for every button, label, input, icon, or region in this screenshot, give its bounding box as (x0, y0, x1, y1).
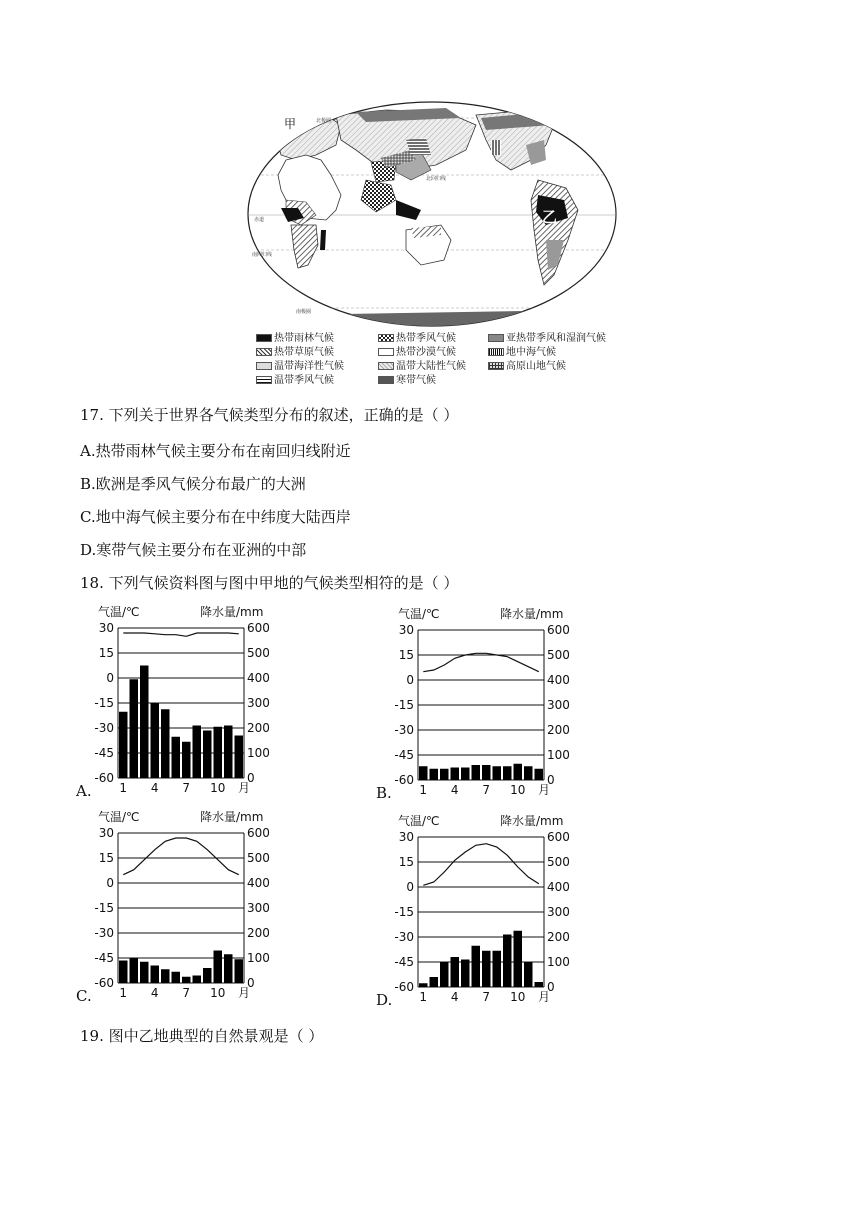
temp-axis-title: 气温/℃ (98, 810, 140, 824)
precip-bar (535, 982, 544, 987)
month-tick-label: 4 (450, 990, 459, 1004)
temp-tick-label: 15 (398, 648, 414, 662)
legend-item (488, 347, 556, 359)
precip-bar (214, 951, 223, 984)
temperature-line (123, 633, 239, 636)
month-tick-label: 4 (150, 781, 159, 795)
precip-bar (140, 962, 149, 983)
temp-tick-label: -60 (94, 976, 114, 990)
legend-label: 热带草原气候 (274, 347, 334, 358)
precip-tick-label: 300 (547, 698, 570, 712)
temperature-line (423, 653, 539, 671)
precip-tick-label: 300 (547, 905, 570, 919)
legend-swatch (488, 334, 504, 342)
temp-tick-label: -60 (94, 771, 114, 785)
precip-bar (514, 931, 523, 987)
precip-bar (119, 961, 128, 984)
month-tick-label: 1 (419, 990, 428, 1004)
precip-bar (430, 977, 439, 987)
precip-bar (430, 769, 439, 780)
temp-axis-title: 气温/℃ (398, 814, 440, 828)
temp-tick-label: 0 (406, 673, 414, 687)
precip-tick-label: 0 (547, 980, 555, 994)
month-unit-label: 月 (238, 986, 251, 1000)
legend-item (256, 333, 334, 345)
precip-tick-label: 100 (547, 748, 570, 762)
precip-bar (130, 679, 139, 778)
precip-bar (182, 977, 191, 983)
precip-tick-label: 100 (547, 955, 570, 969)
legend-swatch (256, 376, 272, 384)
precip-bar (503, 766, 512, 780)
legend-item (256, 375, 334, 387)
climate-chart-svg (376, 811, 570, 1011)
legend-label: 温带大陆性气候 (396, 361, 466, 372)
climate-chart-c (76, 807, 270, 1007)
legend-label: 高原山地气候 (506, 361, 566, 372)
q19-stem: 19. 图中乙地典型的自然景观是（ ） (80, 1027, 324, 1045)
chart-option-letter: D. (376, 991, 393, 1009)
precip-bar (182, 742, 191, 778)
legend-swatch (378, 348, 394, 356)
temp-tick-label: 0 (406, 880, 414, 894)
precip-bar (482, 951, 491, 987)
precip-bar (161, 969, 170, 983)
temp-tick-label: 15 (398, 855, 414, 869)
temp-tick-label: -60 (394, 980, 414, 994)
precip-tick-label: 300 (247, 901, 270, 915)
chart-option-letter: B. (376, 784, 392, 802)
precip-tick-label: 100 (247, 951, 270, 965)
precip-tick-label: 0 (247, 976, 255, 990)
month-tick-label: 7 (482, 990, 491, 1004)
precip-bar (224, 954, 233, 983)
temp-tick-label: 0 (106, 876, 114, 890)
temp-tick-label: -30 (94, 721, 114, 735)
climate-chart-svg (376, 604, 570, 804)
precip-tick-label: 0 (547, 773, 555, 787)
month-tick-label: 10 (210, 781, 226, 795)
precip-tick-label: 500 (247, 646, 270, 660)
month-unit-label: 月 (538, 990, 551, 1004)
q17-option-a: A.热带雨林气候主要分布在南回归线附近 (80, 442, 351, 460)
precip-bar (235, 959, 244, 983)
precip-tick-label: 200 (247, 721, 270, 735)
precip-tick-label: 600 (547, 623, 570, 637)
legend-label: 地中海气候 (506, 347, 556, 358)
month-unit-label: 月 (238, 781, 251, 795)
temp-tick-label: -15 (394, 905, 414, 919)
month-tick-label: 4 (150, 986, 159, 1000)
precip-tick-label: 500 (547, 855, 570, 869)
temp-tick-label: -45 (94, 746, 114, 760)
legend-swatch (256, 362, 272, 370)
temp-axis-title: 气温/℃ (98, 605, 140, 619)
temp-tick-label: -30 (394, 723, 414, 737)
precip-bar (451, 768, 460, 781)
precip-bar (461, 768, 470, 781)
precip-tick-label: 600 (547, 830, 570, 844)
precip-bar (130, 958, 139, 983)
climate-chart-svg (76, 602, 270, 802)
precip-tick-label: 500 (247, 851, 270, 865)
precip-bar (440, 962, 449, 987)
legend-item (378, 333, 456, 345)
legend-item (488, 333, 606, 345)
month-tick-label: 7 (182, 986, 191, 1000)
legend-label: 温带海洋性气候 (274, 361, 344, 372)
precip-bar (493, 766, 502, 780)
temp-tick-label: -30 (94, 926, 114, 940)
precip-tick-label: 400 (547, 880, 570, 894)
temp-tick-label: -60 (394, 773, 414, 787)
precip-bar (419, 983, 428, 987)
legend-item (378, 375, 436, 387)
legend-item (488, 361, 566, 373)
precip-bar (493, 951, 502, 987)
precip-tick-label: 200 (547, 930, 570, 944)
precip-axis-title: 降水量/mm (200, 810, 264, 824)
month-tick-label: 7 (482, 783, 491, 797)
month-tick-label: 1 (119, 781, 128, 795)
map-label-yi: 乙 (542, 208, 558, 226)
map-label-antarctic: 南极圈 (296, 309, 312, 315)
map-label-tropic-north: 北回归线 (426, 176, 447, 182)
precip-bar (151, 966, 160, 984)
legend-label: 热带季风气候 (396, 333, 456, 344)
precip-bar (161, 709, 170, 778)
precip-tick-label: 500 (547, 648, 570, 662)
precip-bar (440, 769, 449, 780)
precip-axis-title: 降水量/mm (200, 605, 264, 619)
legend-swatch (378, 376, 394, 384)
temp-tick-label: 30 (98, 621, 114, 635)
q18-stem: 18. 下列气候资料图与图中甲地的气候类型相符的是（ ） (80, 574, 459, 592)
precip-bar (224, 726, 233, 779)
precip-bar (151, 703, 160, 778)
legend-label: 热带沙漠气候 (396, 347, 456, 358)
precip-bar (461, 960, 470, 988)
precip-tick-label: 0 (247, 771, 255, 785)
precip-tick-label: 300 (247, 696, 270, 710)
precip-bar (524, 766, 533, 780)
temp-tick-label: 30 (398, 623, 414, 637)
precip-bar (235, 736, 244, 779)
legend-item (256, 347, 334, 359)
temp-tick-label: -30 (394, 930, 414, 944)
precip-tick-label: 200 (247, 926, 270, 940)
month-tick-label: 10 (510, 990, 526, 1004)
temp-tick-label: -45 (394, 955, 414, 969)
climate-chart-d (376, 811, 570, 1011)
precip-tick-label: 600 (247, 826, 270, 840)
precip-bar (472, 946, 481, 987)
precip-bar (203, 968, 212, 983)
q17-option-b: B.欧洲是季风气候分布最广的大洲 (80, 475, 306, 493)
precip-tick-label: 400 (547, 673, 570, 687)
precip-bar (172, 972, 181, 983)
precip-bar (524, 962, 533, 987)
map-label-jia: 甲 (284, 117, 297, 131)
temp-tick-label: -15 (94, 696, 114, 710)
precip-bar (472, 765, 481, 780)
temp-tick-label: -45 (94, 951, 114, 965)
legend-label: 寒带气候 (396, 375, 436, 386)
legend-item (378, 347, 456, 359)
temp-tick-label: 30 (98, 826, 114, 840)
world-map-graphic (246, 100, 618, 332)
month-tick-label: 1 (419, 783, 428, 797)
precip-bar (193, 726, 202, 779)
map-label-equator: 赤道 (254, 217, 265, 223)
map-label-tropic-south: 南回归线 (252, 252, 273, 258)
month-tick-label: 10 (210, 986, 226, 1000)
temperature-line (123, 838, 239, 875)
climate-chart-b (376, 604, 570, 804)
legend-label: 亚热带季风和湿润气候 (506, 333, 606, 344)
legend-item (256, 361, 344, 373)
temp-tick-label: -45 (394, 748, 414, 762)
temp-tick-label: 0 (106, 671, 114, 685)
chart-option-letter: A. (76, 782, 92, 800)
month-tick-label: 10 (510, 783, 526, 797)
temp-tick-label: -15 (94, 901, 114, 915)
legend-swatch (378, 334, 394, 342)
precip-axis-title: 降水量/mm (500, 814, 564, 828)
q17-stem: 17. 下列关于世界各气候类型分布的叙述，正确的是（ ） (80, 406, 459, 424)
climate-chart-a (76, 602, 270, 802)
precip-bar (119, 712, 128, 778)
month-tick-label: 4 (450, 783, 459, 797)
precip-tick-label: 600 (247, 621, 270, 635)
precip-bar (514, 764, 523, 780)
precip-bar (482, 765, 491, 780)
month-unit-label: 月 (538, 783, 551, 797)
precip-bar (419, 766, 428, 780)
temp-tick-label: 15 (98, 646, 114, 660)
temp-tick-label: 15 (98, 851, 114, 865)
climate-map (246, 100, 618, 390)
legend-swatch (378, 362, 394, 370)
month-tick-label: 7 (182, 781, 191, 795)
temperature-line (423, 844, 539, 886)
precip-bar (214, 727, 223, 778)
legend-swatch (256, 334, 272, 342)
precip-tick-label: 400 (247, 876, 270, 890)
precip-bar (535, 769, 544, 780)
precip-tick-label: 200 (547, 723, 570, 737)
month-tick-label: 1 (119, 986, 128, 1000)
q17-option-c: C.地中海气候主要分布在中纬度大陆西岸 (80, 508, 351, 526)
legend-label: 热带雨林气候 (274, 333, 334, 344)
legend-swatch (256, 348, 272, 356)
legend-swatch (488, 348, 504, 356)
precip-bar (451, 957, 460, 987)
precip-bar (193, 976, 202, 984)
legend-item (378, 361, 466, 373)
precip-axis-title: 降水量/mm (500, 607, 564, 621)
precip-bar (172, 737, 181, 778)
temp-tick-label: -15 (394, 698, 414, 712)
legend-label: 温带季风气候 (274, 375, 334, 386)
temp-axis-title: 气温/℃ (398, 607, 440, 621)
precip-bar (203, 731, 212, 779)
q17-option-d: D.寒带气候主要分布在亚洲的中部 (80, 541, 307, 559)
chart-option-letter: C. (76, 987, 92, 1005)
map-label-arctic: 北极圈 (316, 118, 332, 124)
legend-swatch (488, 362, 504, 370)
temp-tick-label: 30 (398, 830, 414, 844)
precip-bar (140, 666, 149, 779)
precip-bar (503, 935, 512, 988)
precip-tick-label: 400 (247, 671, 270, 685)
precip-tick-label: 100 (247, 746, 270, 760)
climate-chart-svg (76, 807, 270, 1007)
